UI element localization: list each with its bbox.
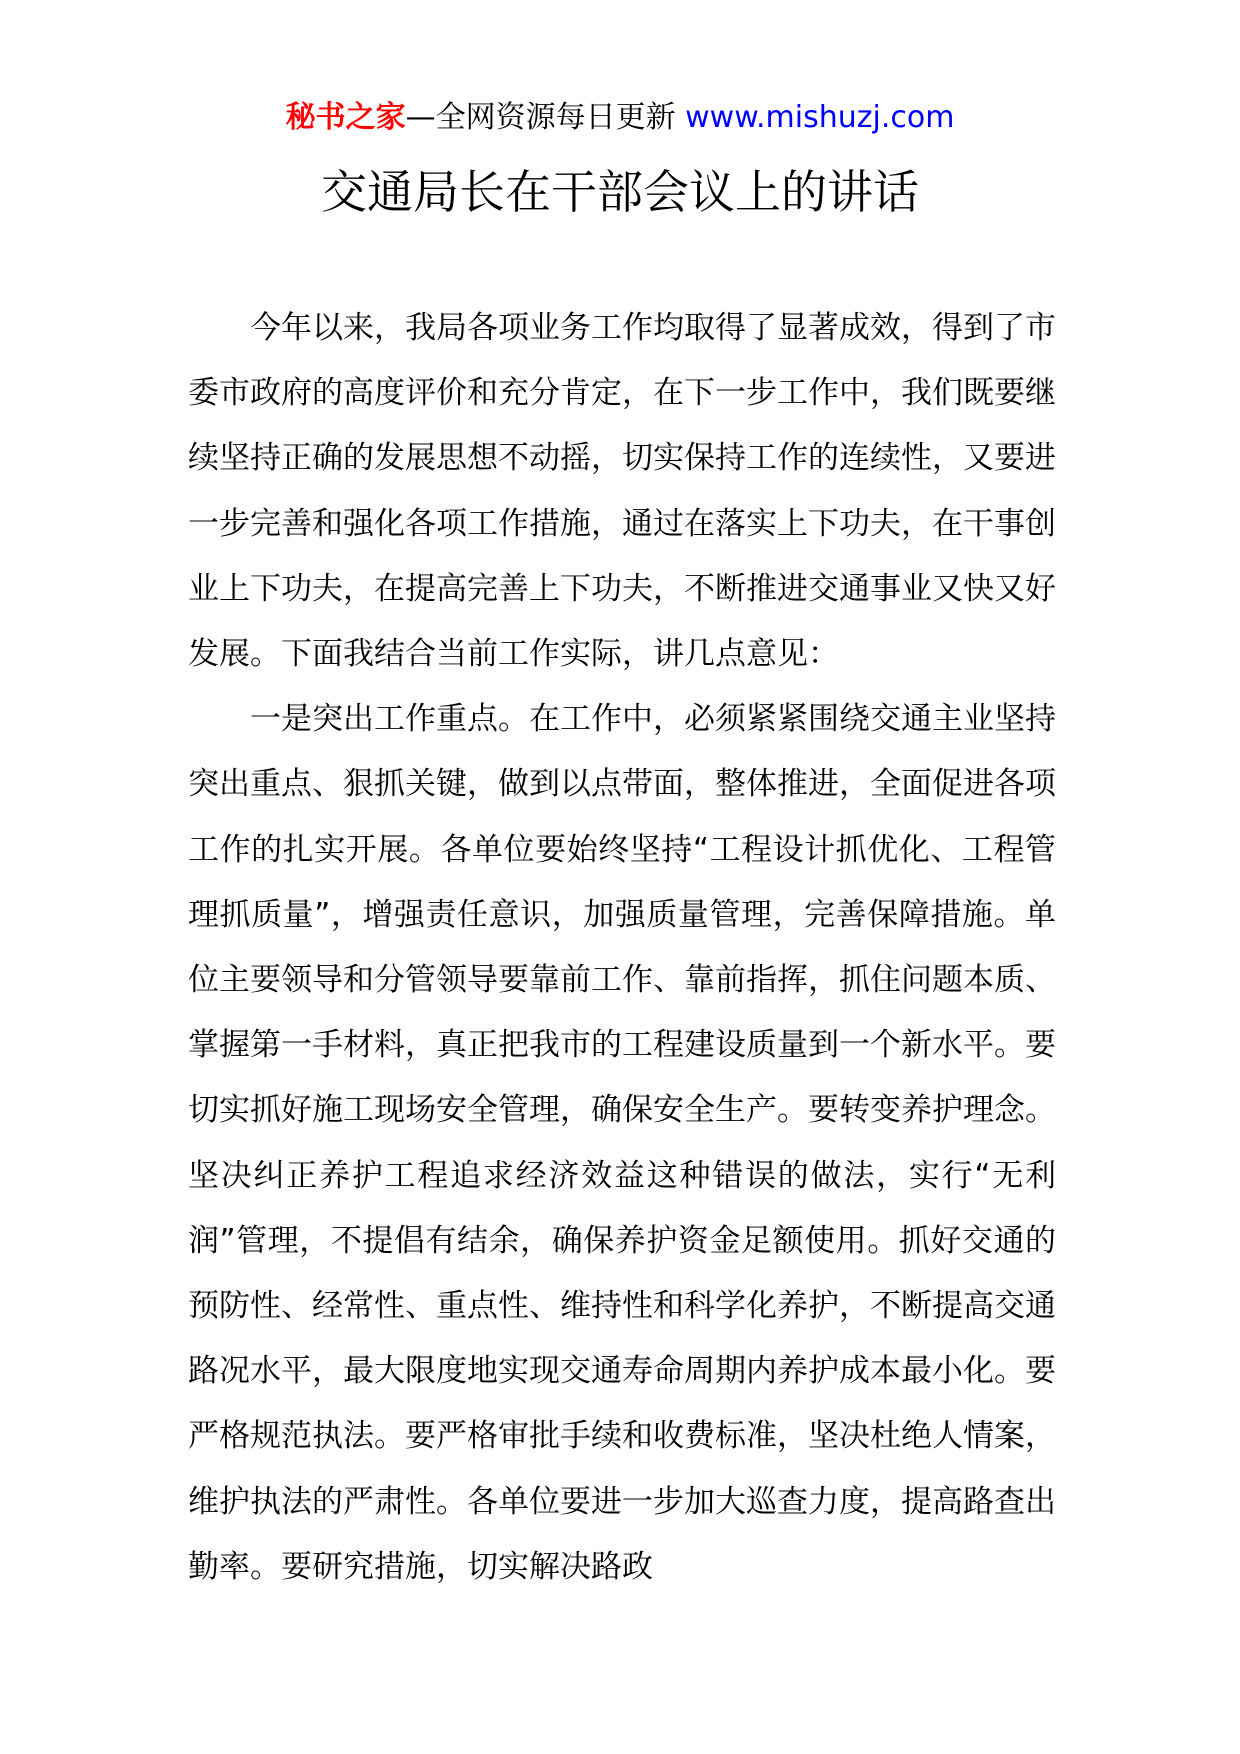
body-paragraph: 今年以来，我局各项业务工作均取得了显著成效，得到了市委市政府的高度评价和充分肯定，在下一步工作中，我们既要继续坚持正确的发展思想不动摇，切实保持工作的连续性，又要进一步完善和强化各项工作措施，通过在落实上下功夫，在干事创业上下功夫，在提高完善上下功夫，不断推进交通事业又快又好发展。下面我结合当前工作实际，讲几点意见： bbox=[188, 310, 1056, 673]
document-body bbox=[188, 296, 1056, 1600]
site-url-link[interactable]: www.mishuzj.com bbox=[685, 100, 955, 135]
body-paragraph: 一是突出工作重点。在工作中，必须紧紧围绕交通主业坚持突出重点、狠抓关键，做到以点带面，整体推进，全面促进各项工作的扎实开展。各单位要始终坚持“工程设计抓优化、工程管理抓质量”，增强责任意识，加强质量管理，完善保障措施。单位主要领导和分管领导要靠前工作、靠前指挥，抓住问题本质、掌握第一手材料，真正把我市的工程建设质量到一个新水平。要切实抓好施工现场安全管理，确保安全生产。要转变养护理念。坚决纠正养护工程追求经济效益这种错误的做法，实行“无利润”管理，不提倡有结余，确保养护资金足额使用。抓好交通的预防性、经常性、重点性、维持性和科学化养护，不断提高交通路况水平，最大限度地实现交通寿命周期内养护成本最小化。要严格规范执法。要严格审批手续和收费标准，坚决杜绝人情案，维护执法的严肃性。各单位要进一步加大巡查力度，提高路查出勤率。要研究措施，切实解决路政 bbox=[188, 701, 1056, 1585]
site-slogan: —全网资源每日更新 bbox=[405, 100, 676, 135]
brand-name: 秘书之家 bbox=[285, 100, 406, 135]
document-title: 交通局长在干部会议上的讲话 bbox=[321, 165, 919, 219]
site-header bbox=[0, 98, 1240, 138]
